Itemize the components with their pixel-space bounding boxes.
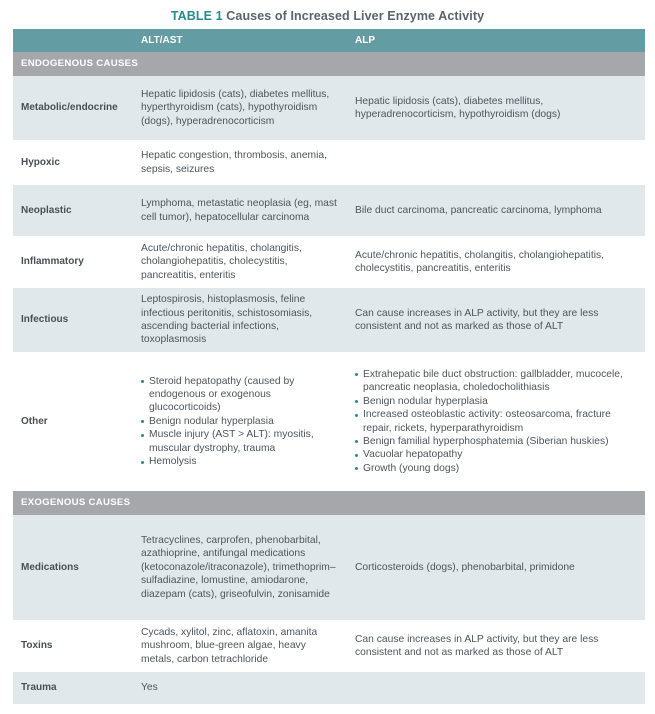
alt-ast-cell: Leptospirosis, histoplasmosis, feline infectious peritonitis, schistosomiasis, ascending bacterial infections, toxoplasmosis [133,288,347,352]
header-alp: ALP [347,29,645,52]
alt-ast-cell: Hepatic congestion, thrombosis, anemia, sepsis, seizures [133,140,347,185]
alp-cell: Corticosteroids (dogs), phenobarbital, primidone [347,515,645,620]
alp-cell: Can cause increases in ALP activity, but they are less consistent and not as marked as those of ALT [347,288,645,352]
table-caption: Causes of Increased Liver Enzyme Activity [222,9,485,23]
list-item: Benign nodular hyperplasia [141,415,339,428]
alt-ast-cell: Yes [133,672,347,704]
row-label: Infectious [13,288,133,352]
table-row [13,288,645,352]
row-label: Hypoxic [13,140,133,185]
row-label: Metabolic/endocrine [13,76,133,140]
alp-cell: Hepatic lipidosis (cats), diabetes mellitus, hyperadrenocorticism, hypothyroidism (dogs) [347,76,645,140]
alt-ast-cell: Lymphoma, metastatic neoplasia (eg, mast cell tumor), hepatocellular carcinoma [133,185,347,236]
list-item: Increased osteoblastic activity: osteosarcoma, fracture repair, rickets, hyperparathyroidism [355,408,637,435]
table-row [13,515,645,620]
table-row [13,236,645,288]
list-item: Extrahepatic bile duct obstruction: gallbladder, mucocele, pancreatic neoplasia, choledocholithiasis [355,368,637,395]
alp-cell: Bile duct carcinoma, pancreatic carcinoma, lymphoma [347,185,645,236]
row-label: Trauma [13,672,133,704]
row-label: Inflammatory [13,236,133,288]
liver-enzyme-table [13,29,645,704]
list-item: Growth (young dogs) [355,462,637,475]
list-item: Hemolysis [141,455,339,468]
section-label: EXOGENOUS CAUSES [13,491,645,515]
header-category [13,29,133,52]
row-label: Medications [13,515,133,620]
list-item: Steroid hepatopathy (caused by endogenous or exogenous glucocorticoids) [141,375,339,415]
table-number: TABLE 1 [170,9,223,23]
list-item: Muscle injury (AST > ALT): myositis, muscular dystrophy, trauma [141,428,339,455]
list-item: Benign nodular hyperplasia [355,395,637,408]
table-header-row [13,29,645,52]
list-item: Benign familial hyperphosphatemia (Siberian huskies) [355,435,637,448]
row-label: Toxins [13,620,133,672]
section-header-endogenous [13,52,645,76]
alt-ast-cell: Cycads, xylitol, zinc, aflatoxin, amanita mushroom, blue-green algae, heavy metals, carbon tetrachloride [133,620,347,672]
alt-ast-cell: Acute/chronic hepatitis, cholangitis, cholangiohepatitis, cholecystitis, pancreatitis, enteritis [133,236,347,288]
alt-ast-cell: Tetracyclines, carprofen, phenobarbital, azathioprine, antifungal medications (ketoconazole/itraconazole), trimethoprim–sulfadiazine, lomustine, amiodarone, diazepam (cats), griseofulvin, zonisamide [133,515,347,620]
table-title [0,9,655,23]
row-label: Neoplastic [13,185,133,236]
list-item: Vacuolar hepatopathy [355,448,637,461]
alt-ast-cell [133,352,347,491]
table-row [13,620,645,672]
table-row [13,140,645,185]
alp-cell: Can cause increases in ALP activity, but they are less consistent and not as marked as those of ALT [347,620,645,672]
section-header-exogenous [13,491,645,515]
row-label: Other [13,352,133,491]
alp-cell [347,140,645,185]
alp-cell [347,672,645,704]
header-alt-ast: ALT/AST [133,29,347,52]
alt-ast-list [141,375,339,469]
section-label: ENDOGENOUS CAUSES [13,52,645,76]
alp-cell [347,352,645,491]
alp-list [355,368,637,475]
alp-cell: Acute/chronic hepatitis, cholangitis, cholangiohepatitis, cholecystitis, pancreatitis, enteritis [347,236,645,288]
table-row [13,76,645,140]
table-row [13,185,645,236]
table-row [13,352,645,491]
table-row [13,672,645,704]
alt-ast-cell: Hepatic lipidosis (cats), diabetes mellitus, hyperthyroidism (cats), hypothyroidism (dogs), hyperadrenocorticism [133,76,347,140]
